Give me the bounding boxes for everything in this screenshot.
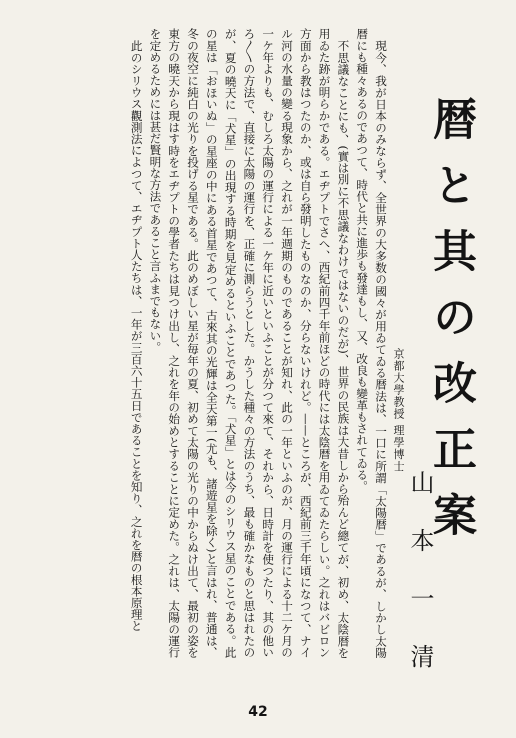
author-affiliation: 京都大學教授 理學博士 <box>392 348 405 473</box>
paragraph: 此のシリウス觀測法によつて、エヂプト人たちは、一年が三百六十五日であることを知り、之れを暦の根本原理と <box>129 39 144 632</box>
article-title: 暦と其の改正案 <box>425 96 476 558</box>
paragraph: 不思議なことにも、(實は別に不思議なわけではないのだが)、世界の民族は大昔しから殆んど總てが、初め、太陰暦を用ゐた跡が明らかである。エヂプトでさへ、西紀前四千年前ほどの時代には太陰暦を用ゐてゐたらしい。之れはバビロン方面から教はつたのか、或は自ら發明したものなのか、分らないけれど。——ところが、西紀前三千年頃になつて、ナイル河の水量の變る現象から、之れが一年週期のものであることが知れ、此の一年といふのが、月の運行による十二ケ月の一ケ年よりも、むしろ太陽の運行による一ケ年に近いといふことが分つて來て、それから、日時計を使つたり、其の他いろ〳〵の方法で、直接に太陽の運行を、正確に測らうとした。かうした種々の方法のうち、最も確かなものと思はれたのが、夏の曉天に「犬星」の出現する時期を見定めるといふことであつた。「犬星」とは今のシリウス星のことである。此の星は「おほいぬ」の星座の中にある首星であつて、古來其の光輝は全天第一(尤も、諸遊星を除く)と言はれ、普通は、冬の夜空に純白の光りを投げる星である。此のめぼしい星が毎年の夏、初めて太陽の光りの中からぬけ出て、最初の姿を東方の曉天から現はす時をエヂプトの學者たちは見つけ出し、之れを年の始めとすることに定めた。之れは、太陽の運行を定めるためには甚だ賢明な方法であること言ふまでもない。 <box>148 28 351 658</box>
author-name: 山本一清 <box>406 470 434 702</box>
article-body <box>20 28 390 658</box>
page-number: 42 <box>248 704 268 720</box>
paragraph: 現今、我が日本のみならず、全世界の大多数の國々が用ゐてゐる暦法は、一口に所謂「太陽暦」であるが、しかし太陽暦にも種々あるのであつて、時代と共に進歩も發達もし、又、改良も變革もされてゐる。 <box>355 28 388 658</box>
